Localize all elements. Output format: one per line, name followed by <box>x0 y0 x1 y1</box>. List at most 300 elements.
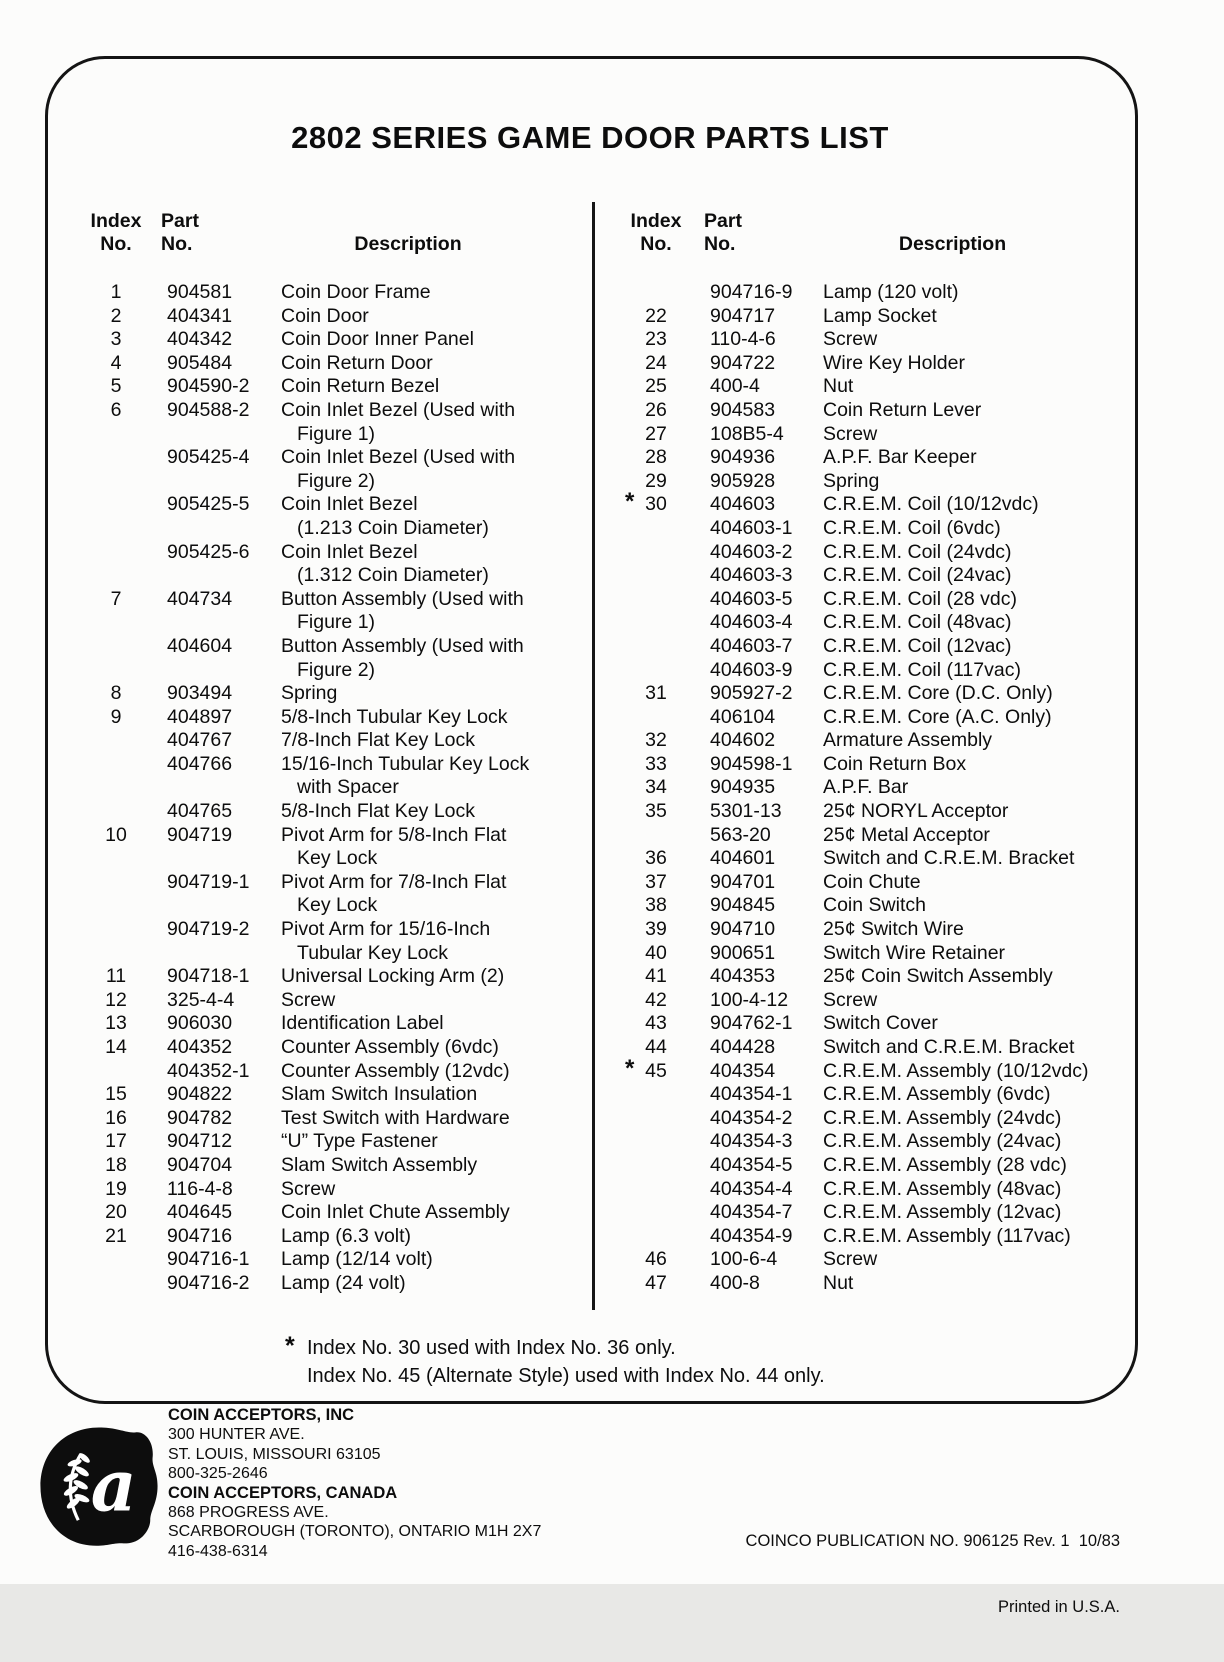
description-line: Coin Inlet Bezel (Used with <box>281 398 516 421</box>
part-description <box>261 682 587 706</box>
index-number: 35 <box>645 800 667 823</box>
index-number: 9 <box>110 705 122 728</box>
description-line: Screw <box>823 328 878 351</box>
description-line: C.R.E.M. Coil (10/12vdc) <box>823 493 1039 516</box>
part-description <box>803 824 1134 848</box>
part-number: 404603-4 <box>710 611 793 634</box>
description-line: Coin Return Box <box>823 752 967 775</box>
part-description <box>261 1248 587 1272</box>
parts-row <box>85 1083 587 1107</box>
part-description <box>261 753 587 800</box>
part-number: 110-4-6 <box>710 328 776 351</box>
index-number: 12 <box>105 988 127 1011</box>
index-number: 29 <box>645 469 667 492</box>
index-number: 10 <box>105 823 127 846</box>
description-line: A.P.F. Bar Keeper <box>823 446 977 469</box>
index-number <box>85 446 147 493</box>
parts-row <box>622 564 1134 588</box>
part-number: 905484 <box>167 351 233 374</box>
description-header: Description <box>354 233 462 255</box>
part-number: 904701 <box>710 870 776 893</box>
part-number: 404603-7 <box>710 634 793 657</box>
parts-row <box>622 352 1134 376</box>
parts-row <box>85 541 587 588</box>
part-description <box>803 706 1134 730</box>
part-number: 404603-5 <box>710 587 793 610</box>
part-description <box>803 871 1134 895</box>
parts-row <box>85 871 587 918</box>
parts-row <box>85 918 587 965</box>
part-number: 404354-7 <box>710 1201 793 1224</box>
parts-row <box>622 942 1134 966</box>
description-line: Coin Inlet Bezel (Used with <box>281 446 516 469</box>
part-description <box>261 729 587 753</box>
part-number: 404354-1 <box>710 1083 793 1106</box>
parts-row <box>622 894 1134 918</box>
parts-row <box>622 918 1134 942</box>
description-line: Slam Switch Assembly <box>281 1153 478 1176</box>
description-line: Coin Inlet Bezel <box>281 493 418 516</box>
part-description <box>261 1130 587 1154</box>
parts-row <box>622 1012 1134 1036</box>
description-line: C.R.E.M. Coil (6vdc) <box>823 516 1001 539</box>
part-number: 404767 <box>167 729 233 752</box>
parts-row <box>85 588 587 635</box>
part-number: 108B5-4 <box>710 422 784 445</box>
parts-row <box>85 1272 587 1296</box>
part-description <box>803 1178 1134 1202</box>
part-description <box>803 305 1134 329</box>
description-line: Nut <box>823 1271 854 1294</box>
index-number <box>622 635 690 659</box>
description-line: (1.213 Coin Diameter) <box>297 516 489 539</box>
part-number: 404603-2 <box>710 540 793 563</box>
parts-row <box>85 1154 587 1178</box>
description-line: C.R.E.M. Core (A.C. Only) <box>823 705 1052 728</box>
part-number: 116-4-8 <box>167 1177 233 1200</box>
part-description <box>803 1107 1134 1131</box>
parts-row <box>622 1130 1134 1154</box>
part-number: 906030 <box>167 1012 233 1035</box>
part-header: Part <box>704 210 742 232</box>
part-description <box>261 1060 587 1084</box>
part-number: 904762-1 <box>710 1012 793 1035</box>
parts-row <box>622 682 1134 706</box>
index-header: Index <box>630 210 682 232</box>
part-description <box>261 1154 587 1178</box>
part-description <box>261 493 587 540</box>
description-line: Spring <box>281 682 338 705</box>
index-no-header: No. <box>640 233 672 255</box>
index-number <box>622 1107 690 1131</box>
index-number: 42 <box>645 988 667 1011</box>
parts-row <box>622 1225 1134 1249</box>
index-number <box>622 824 690 848</box>
part-number: 900651 <box>710 941 776 964</box>
part-number: 904704 <box>167 1153 233 1176</box>
description-line: Coin Return Door <box>281 351 433 374</box>
description-line: Counter Assembly (12vdc) <box>281 1059 510 1082</box>
part-number: 904936 <box>710 446 776 469</box>
description-line: 25¢ Switch Wire <box>823 918 964 941</box>
company-us-name: COIN ACCEPTORS, INC <box>168 1406 355 1424</box>
index-number: 17 <box>105 1130 127 1153</box>
part-number: 904716-1 <box>167 1248 250 1271</box>
index-number: 34 <box>645 776 667 799</box>
part-description <box>803 375 1134 399</box>
part-number: 404352 <box>167 1036 233 1058</box>
part-description <box>803 493 1134 517</box>
asterisk-marker: * <box>625 488 635 516</box>
part-description <box>261 588 587 635</box>
description-line: C.R.E.M. Assembly (24vdc) <box>823 1106 1062 1129</box>
parts-row <box>85 446 587 493</box>
part-description <box>261 635 587 682</box>
part-description <box>261 1178 587 1202</box>
part-description <box>803 1060 1134 1084</box>
description-line: 25¢ NORYL Acceptor <box>823 800 1009 823</box>
part-number: 904822 <box>167 1083 233 1106</box>
description-line: Wire Key Holder <box>823 351 965 374</box>
description-line: Lamp (24 volt) <box>281 1271 406 1294</box>
parts-row <box>622 871 1134 895</box>
part-number: 404734 <box>167 587 233 610</box>
index-number <box>622 659 690 683</box>
index-number: 1 <box>110 281 122 303</box>
index-number: 26 <box>645 398 667 421</box>
parts-row <box>85 682 587 706</box>
parts-row <box>85 1060 587 1084</box>
footnote-asterisk: * <box>285 1332 295 1360</box>
description-line: Spring <box>823 469 880 492</box>
description-line: Key Lock <box>297 847 378 870</box>
description-line: Screw <box>823 1248 878 1271</box>
index-number: 37 <box>645 870 667 893</box>
company-ca-city: SCARBOROUGH (TORONTO), ONTARIO M1H 2X7 <box>168 1523 542 1541</box>
parts-row <box>622 328 1134 352</box>
description-line: Coin Switch <box>823 894 926 917</box>
part-number: 404352-1 <box>167 1059 250 1082</box>
index-number: 16 <box>105 1106 127 1129</box>
part-description <box>803 989 1134 1013</box>
part-description <box>261 918 587 965</box>
index-number: 23 <box>645 328 667 351</box>
description-line: Coin Inlet Bezel <box>281 540 418 563</box>
part-description <box>261 1083 587 1107</box>
part-number: 905425-5 <box>167 493 250 516</box>
part-number: 905425-4 <box>167 446 250 469</box>
index-number <box>622 1178 690 1202</box>
part-description <box>261 1201 587 1225</box>
index-number <box>85 541 147 588</box>
parts-row <box>622 729 1134 753</box>
description-line: Screw <box>823 422 878 445</box>
part-number: 904716-9 <box>710 281 793 303</box>
description-line: 5/8-Inch Tubular Key Lock <box>281 705 508 728</box>
part-number: 904719-2 <box>167 918 250 941</box>
part-number: 903494 <box>167 682 233 705</box>
index-number: 15 <box>105 1083 127 1106</box>
part-description <box>803 894 1134 918</box>
index-number: 44 <box>645 1036 667 1058</box>
company-ca-phone: 416-438-6314 <box>168 1542 268 1560</box>
part-description <box>803 352 1134 376</box>
parts-row <box>85 1178 587 1202</box>
part-number: 904716-2 <box>167 1271 250 1294</box>
part-description <box>803 635 1134 659</box>
index-number <box>622 706 690 730</box>
part-description <box>803 328 1134 352</box>
description-line: Lamp (6.3 volt) <box>281 1224 412 1247</box>
index-number: 22 <box>645 304 667 327</box>
description-line: Coin Inlet Chute Assembly <box>281 1201 510 1224</box>
index-number: 33 <box>645 752 667 775</box>
description-line: C.R.E.M. Assembly (117vac) <box>823 1224 1071 1247</box>
description-line: C.R.E.M. Assembly (12vac) <box>823 1201 1062 1224</box>
parts-row <box>85 281 587 305</box>
parts-row <box>622 824 1134 848</box>
index-number: 25 <box>645 375 667 398</box>
asterisk-marker: * <box>625 1054 635 1082</box>
parts-row <box>622 470 1134 494</box>
index-number: 6 <box>110 398 122 421</box>
right-column-header <box>622 210 1132 256</box>
index-number: 28 <box>645 446 667 469</box>
parts-row <box>85 800 587 824</box>
part-description <box>803 729 1134 753</box>
parts-row <box>85 753 587 800</box>
index-number: 36 <box>645 847 667 870</box>
parts-row <box>85 989 587 1013</box>
part-number: 404341 <box>167 304 233 327</box>
description-line: Screw <box>281 988 336 1011</box>
description-line: Coin Door <box>281 304 369 327</box>
part-number: 904588-2 <box>167 398 250 421</box>
page-title: 2802 SERIES GAME DOOR PARTS LIST <box>291 120 889 155</box>
index-header: Index <box>90 210 142 232</box>
description-line: C.R.E.M. Coil (117vac) <box>823 658 1021 681</box>
part-description <box>261 1036 587 1060</box>
part-description <box>803 399 1134 423</box>
parts-row <box>622 1201 1134 1225</box>
part-description <box>261 824 587 871</box>
description-line: Lamp Socket <box>823 304 937 327</box>
column-divider <box>592 202 595 1310</box>
index-number: 13 <box>105 1012 127 1035</box>
part-description <box>803 423 1134 447</box>
company-us-city: ST. LOUIS, MISSOURI 63105 <box>168 1445 381 1463</box>
index-number: 4 <box>110 351 122 374</box>
parts-row <box>622 1107 1134 1131</box>
part-number: 404354-3 <box>710 1130 793 1153</box>
printed-in: Printed in U.S.A. <box>998 1598 1120 1616</box>
part-number: 404603 <box>710 493 776 516</box>
part-description <box>261 281 587 305</box>
part-number: 100-4-12 <box>710 988 789 1011</box>
part-header: Part <box>161 210 199 232</box>
part-description <box>803 1201 1134 1225</box>
parts-row <box>622 1248 1134 1272</box>
parts-row <box>85 1201 587 1225</box>
description-line: Button Assembly (Used with <box>281 634 524 657</box>
part-description <box>803 1012 1134 1036</box>
part-number: 404354 <box>710 1059 776 1082</box>
part-description <box>261 328 587 352</box>
index-number <box>622 588 690 612</box>
part-number: 404428 <box>710 1036 776 1058</box>
part-number: 404601 <box>710 847 776 870</box>
index-number: 40 <box>645 941 667 964</box>
description-line: C.R.E.M. Assembly (6vdc) <box>823 1083 1051 1106</box>
index-number <box>622 541 690 565</box>
parts-row <box>622 399 1134 423</box>
part-number: 404602 <box>710 729 776 752</box>
part-number: 404354-2 <box>710 1106 793 1129</box>
parts-row <box>85 1036 587 1060</box>
parts-row <box>85 729 587 753</box>
index-number <box>622 1225 690 1249</box>
logo-letter-a: a <box>90 1444 137 1528</box>
index-number <box>622 281 690 305</box>
publication-info <box>746 1486 1120 1662</box>
part-description <box>803 1248 1134 1272</box>
part-description <box>261 1225 587 1249</box>
description-line: C.R.E.M. Coil (24vdc) <box>823 540 1012 563</box>
part-description <box>803 1225 1134 1249</box>
part-description <box>803 470 1134 494</box>
parts-row <box>85 635 587 682</box>
description-line: Key Lock <box>297 894 378 917</box>
index-number <box>622 564 690 588</box>
part-description <box>261 305 587 329</box>
part-number: 904935 <box>710 776 776 799</box>
parts-row <box>622 517 1134 541</box>
part-number: 563-20 <box>710 823 771 846</box>
footnote-line-2: Index No. 45 (Alternate Style) used with Index No. 44 only. <box>307 1365 825 1387</box>
parts-row <box>622 611 1134 635</box>
index-number <box>85 753 147 800</box>
parts-row <box>85 1248 587 1272</box>
part-description <box>261 375 587 399</box>
index-number <box>85 1272 147 1296</box>
description-line: 25¢ Coin Switch Assembly <box>823 965 1053 988</box>
part-description <box>803 942 1134 966</box>
part-number: 904598-1 <box>710 752 793 775</box>
parts-row <box>622 776 1134 800</box>
part-description <box>261 1012 587 1036</box>
part-no-header: No. <box>161 233 193 255</box>
company-us-phone: 800-325-2646 <box>168 1465 268 1483</box>
part-description <box>803 1154 1134 1178</box>
part-description <box>261 871 587 918</box>
description-line: Identification Label <box>281 1012 444 1035</box>
parts-row <box>622 1054 1134 1084</box>
parts-row <box>622 446 1134 470</box>
index-number <box>85 918 147 965</box>
index-number: 39 <box>645 918 667 941</box>
part-number: 404354-9 <box>710 1224 793 1247</box>
index-number <box>622 1130 690 1154</box>
footer-addresses <box>168 1406 541 1561</box>
index-number <box>622 517 690 541</box>
description-line: 25¢ Metal Acceptor <box>823 823 990 846</box>
index-number <box>85 729 147 753</box>
part-description <box>803 753 1134 777</box>
part-number: 905928 <box>710 469 776 492</box>
part-description <box>803 517 1134 541</box>
index-number: * 30 <box>625 488 667 516</box>
company-us-street: 300 HUNTER AVE. <box>168 1426 305 1444</box>
part-description <box>261 1107 587 1131</box>
index-number <box>85 1248 147 1272</box>
parts-row <box>622 281 1134 305</box>
part-number: 400-4 <box>710 375 760 398</box>
part-number: 406104 <box>710 705 776 728</box>
company-ca-name: COIN ACCEPTORS, CANADA <box>168 1483 398 1502</box>
parts-row <box>85 824 587 871</box>
part-number: 404604 <box>167 634 233 657</box>
part-number: 904845 <box>710 894 776 917</box>
description-line: Nut <box>823 375 854 398</box>
description-line: Figure 2) <box>297 469 376 492</box>
parts-row <box>85 352 587 376</box>
description-line: C.R.E.M. Core (D.C. Only) <box>823 682 1053 705</box>
index-number: 31 <box>645 682 667 705</box>
parts-row <box>85 493 587 540</box>
part-number: 904590-2 <box>167 375 250 398</box>
part-description <box>803 611 1134 635</box>
parts-row <box>85 305 587 329</box>
parts-row <box>622 1154 1134 1178</box>
part-number: 400-8 <box>710 1271 760 1294</box>
parts-row <box>622 635 1134 659</box>
description-line: “U” Type Fastener <box>281 1130 438 1153</box>
part-number: 905927-2 <box>710 682 793 705</box>
description-line: 7/8-Inch Flat Key Lock <box>281 729 476 752</box>
part-number: 404645 <box>167 1201 233 1224</box>
description-line: Counter Assembly (6vdc) <box>281 1036 499 1058</box>
parts-row <box>85 399 587 446</box>
description-line: C.R.E.M. Coil (12vac) <box>823 634 1012 657</box>
part-number: 404766 <box>167 752 233 775</box>
part-number: 404353 <box>710 965 776 988</box>
parts-row <box>622 305 1134 329</box>
description-line: Switch and C.R.E.M. Bracket <box>823 847 1075 870</box>
part-description <box>803 564 1134 588</box>
description-line: Switch and C.R.E.M. Bracket <box>823 1036 1075 1058</box>
parts-row <box>85 1012 587 1036</box>
part-number: 904719-1 <box>167 870 250 893</box>
part-description <box>803 541 1134 565</box>
description-line: Universal Locking Arm (2) <box>281 965 505 988</box>
index-number: 32 <box>645 729 667 752</box>
index-no-header: No. <box>100 233 132 255</box>
parts-row <box>622 488 1134 517</box>
parts-row <box>622 375 1134 399</box>
part-number: 904712 <box>167 1130 233 1153</box>
footnotes <box>285 1332 825 1390</box>
part-description <box>261 1272 587 1296</box>
index-number: 5 <box>110 375 122 398</box>
parts-list-left-column <box>85 281 587 1296</box>
index-number: 19 <box>105 1177 127 1200</box>
part-number: 404765 <box>167 800 233 823</box>
part-number: 404603-3 <box>710 564 793 587</box>
part-number: 404354-4 <box>710 1177 793 1200</box>
description-line: Coin Door Inner Panel <box>281 328 474 351</box>
description-line: Armature Assembly <box>823 729 993 752</box>
index-number: 8 <box>110 682 122 705</box>
